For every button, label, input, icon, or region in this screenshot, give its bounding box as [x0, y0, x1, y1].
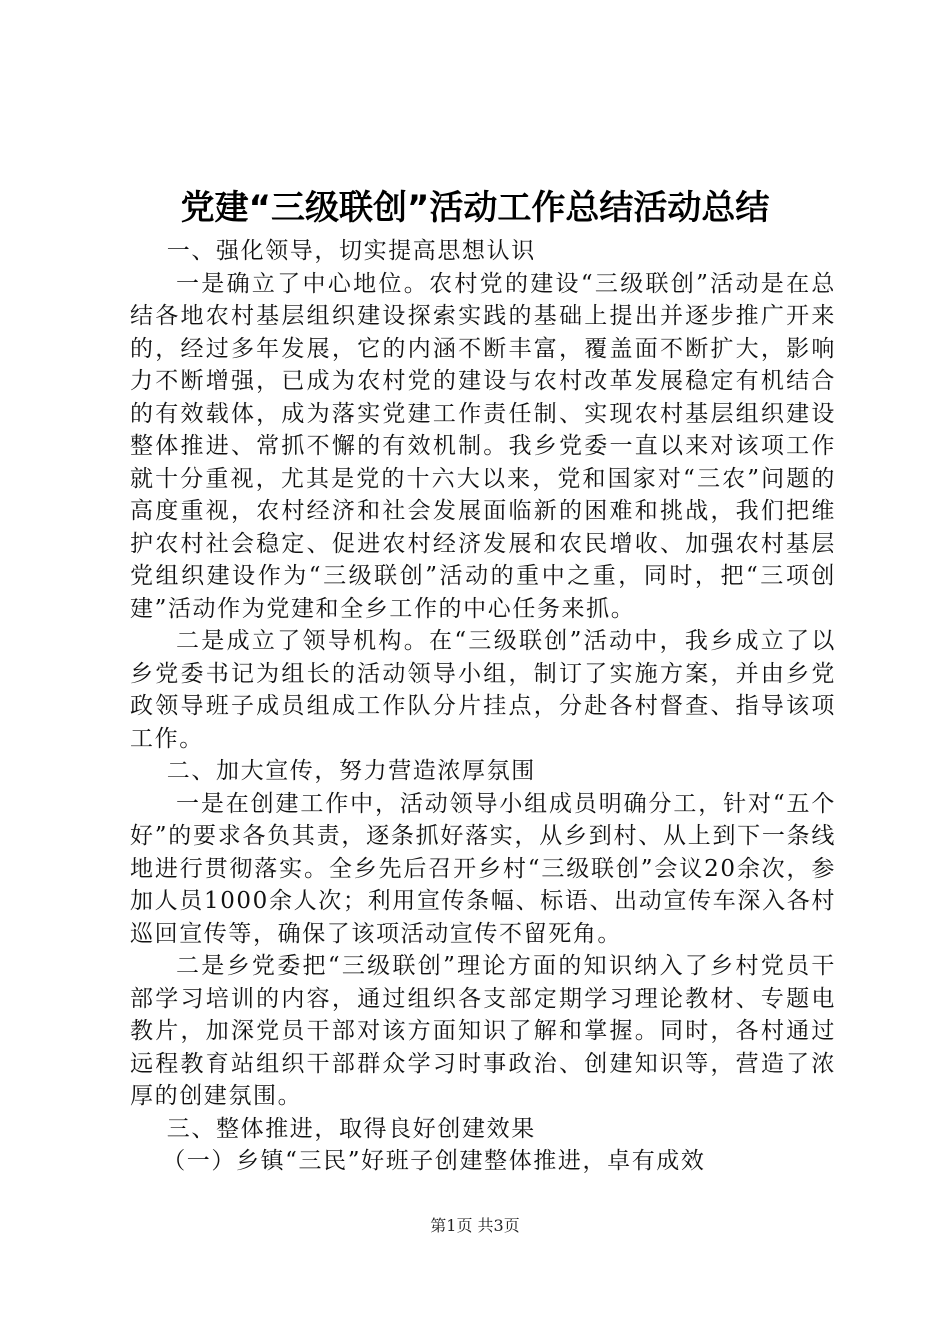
subsection-heading-1: （一）乡镇“三民”好班子创建整体推进，卓有成效: [162, 1148, 706, 1174]
paragraph-3: 一是在创建工作中，活动领导小组成员明确分工，针对“五个好”的要求各负其责，逐条抓好落实，从乡到村、从上到下一条线地进行贯彻落实。全乡先后召开乡村“三级联创”会议20余次，参加人员1000余人次；利用宣传条幅、标语、出动宣传车深入各村巡回宣传等，确保了该项活动宣传不留死角。: [130, 790, 836, 947]
section-heading-1: 一、强化领导，切实提高思想认识: [166, 238, 536, 264]
paragraph-2: 二是成立了领导机构。在“三级联创”活动中，我乡成立了以乡党委书记为组长的活动领导小组，制订了实施方案，并由乡党政领导班子成员组成工作队分片挂点，分赴各村督查、指导该项工作。: [130, 628, 836, 752]
section-heading-3: 三、整体推进，取得良好创建效果: [166, 1115, 536, 1142]
paragraph-4: 二是乡党委把“三级联创”理论方面的知识纳入了乡村党员干部学习培训的内容，通过组织各支部定期学习理论教材、专题电教片，加深党员干部对该方面知识了解和掌握。同时，各村通过远程教育站组织干部群众学习时事政治、创建知识等，营造了浓厚的创建氛围。: [130, 953, 836, 1109]
page-footer: 第1页 共3页: [430, 1216, 520, 1235]
document-body: [130, 235, 836, 1178]
paragraph-1: 一是确立了中心地位。农村党的建设“三级联创”活动是在总结各地农村基层组织建设探索实践的基础上提出并逐步推广开来的，经过多年发展，它的内涵不断丰富，覆盖面不断扩大，影响力不断增强，已成为农村党的建设与农村改革发展稳定有机结合的有效载体，成为落实党建工作责任制、实现农村基层组织建设整体推进、常抓不懈的有效机制。我乡党委一直以来对该项工作就十分重视，尤其是党的十六大以来，党和国家对“三农”问题的高度重视，农村经济和社会发展面临新的困难和挑战，我们把维护农村社会稳定、促进农村经济发展和农民增收、加强农村基层党组织建设作为“三级联创”活动的重中之重，同时，把“三项创建”活动作为党建和全乡工作的中心任务来抓。: [130, 270, 836, 622]
document-title: 党建“三级联创”活动工作总结活动总结: [180, 188, 770, 228]
section-heading-2: 二、加大宣传，努力营造浓厚氛围: [166, 758, 536, 784]
